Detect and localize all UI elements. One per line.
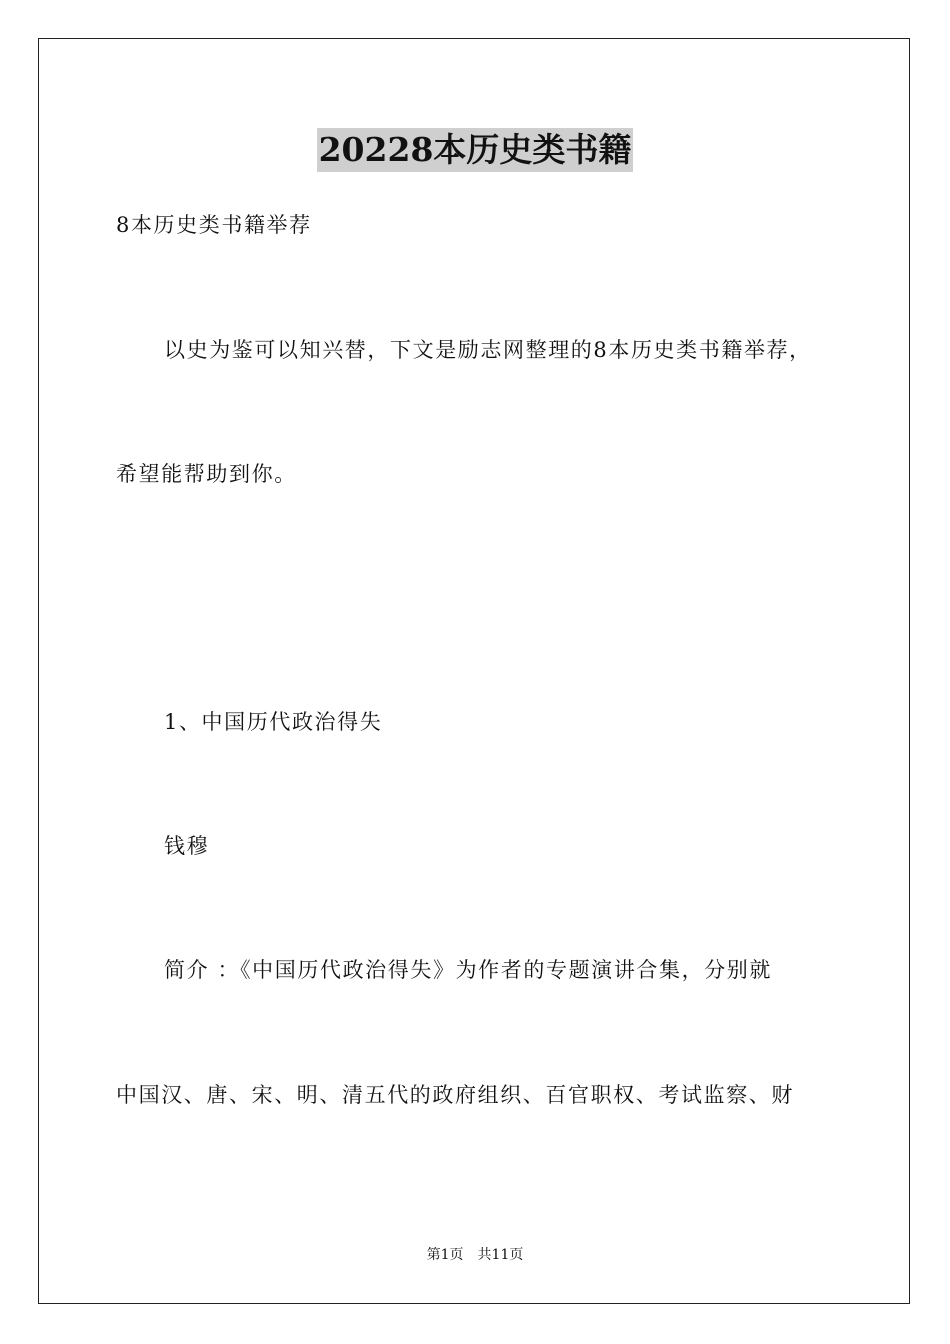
book-1-intro-line-1: 简介 ：《中国历代政治得失》为作者的专题演讲合集，分别就 xyxy=(164,958,772,982)
title-container xyxy=(0,128,950,172)
page-number: 第1页 xyxy=(426,1247,464,1263)
document-subtitle: 8本历史类书籍举荐 xyxy=(116,213,312,237)
document-title: 20228本历史类书籍 xyxy=(317,128,634,172)
book-1-intro-line-2: 中国汉、唐、宋、明、清五代的政府组织、百官职权、考试监察、财 xyxy=(116,1083,794,1107)
intro-paragraph-line-2: 希望能帮助到你。 xyxy=(116,462,297,486)
page-total: 共11页 xyxy=(477,1247,524,1263)
intro-paragraph-line-1: 以史为鉴可以知兴替，下文是励志网整理的8本历史类书籍举荐， xyxy=(164,338,812,362)
book-1-author: 钱穆 xyxy=(164,834,210,858)
book-1-title: 1、中国历代政治得失 xyxy=(164,710,383,734)
page-footer xyxy=(0,1245,950,1265)
